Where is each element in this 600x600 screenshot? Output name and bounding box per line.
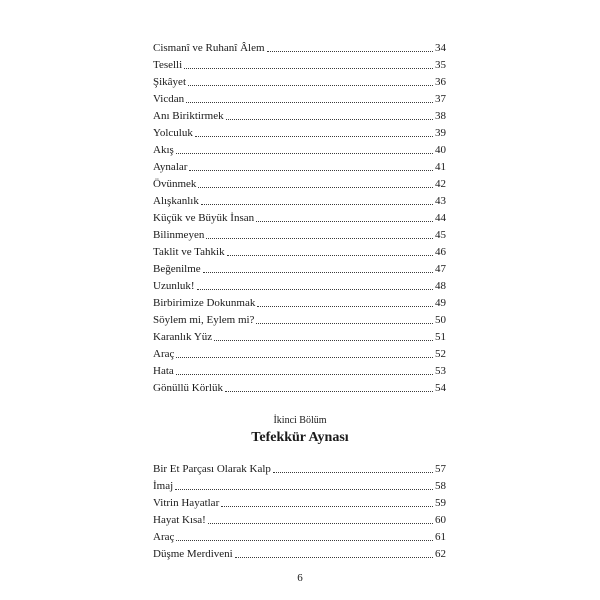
toc-entry-title: Hata: [153, 365, 174, 377]
toc-entry: [153, 106, 446, 123]
toc-entry: [153, 293, 446, 310]
dot-leader: [267, 51, 433, 52]
dot-leader: [176, 540, 433, 541]
toc-entry: [153, 208, 446, 225]
toc-entry-title: Araç: [153, 348, 175, 360]
dot-leader: [208, 523, 433, 524]
toc-entry: [153, 493, 446, 510]
toc-entry-title: Bir Et Parçası Olarak Kalp: [153, 463, 271, 475]
toc-entry-title: Hayat Kısa!: [153, 514, 206, 526]
toc-entry-page: 40: [435, 144, 446, 156]
toc-entry-page: 48: [435, 280, 446, 292]
dot-leader: [256, 221, 433, 222]
toc-entry-page: 59: [435, 497, 446, 509]
toc-entry-page: 45: [435, 229, 446, 241]
toc-entry-page: 41: [435, 161, 446, 173]
toc-entry-page: 46: [435, 246, 446, 258]
toc-entry-title: Gönüllü Körlük: [153, 382, 223, 394]
toc-entry-title: İmaj: [153, 480, 174, 492]
dot-leader: [256, 323, 433, 324]
toc-entry-page: 58: [435, 480, 446, 492]
toc-entry-title: Alışkanlık: [153, 195, 199, 207]
dot-leader: [225, 391, 433, 392]
dot-leader: [184, 68, 433, 69]
toc-entry-page: 49: [435, 297, 446, 309]
dot-leader: [226, 119, 433, 120]
toc-entry-title: Vitrin Hayatlar: [153, 497, 220, 509]
toc-entry-page: 60: [435, 514, 446, 526]
dot-leader: [189, 170, 433, 171]
toc-entry-page: 47: [435, 263, 446, 275]
toc-entry-page: 44: [435, 212, 446, 224]
dot-leader: [206, 238, 433, 239]
toc-entry: [153, 510, 446, 527]
toc-entry: [153, 242, 446, 259]
toc-entry: [153, 361, 446, 378]
table-of-contents-part-2: [153, 459, 446, 561]
dot-leader: [214, 340, 433, 341]
toc-entry: [153, 89, 446, 106]
toc-entry-title: Küçük ve Büyük İnsan: [153, 212, 255, 224]
toc-entry-page: 51: [435, 331, 446, 343]
toc-entry-title: Şikâyet: [153, 76, 186, 88]
toc-entry: [153, 191, 446, 208]
toc-entry-title: Akış: [153, 144, 174, 156]
toc-entry: [153, 38, 446, 55]
toc-entry-title: Yolculuk: [153, 127, 193, 139]
toc-entry-page: 57: [435, 463, 446, 475]
dot-leader: [176, 153, 433, 154]
dot-leader: [198, 187, 433, 188]
dot-leader: [176, 357, 433, 358]
toc-entry-page: 34: [435, 42, 446, 54]
toc-entry-title: Aynalar: [153, 161, 188, 173]
toc-entry: [153, 327, 446, 344]
toc-entry-page: 50: [435, 314, 446, 326]
toc-entry: [153, 544, 446, 561]
toc-entry: [153, 527, 446, 544]
section-label: İkinci Bölüm: [273, 415, 327, 426]
toc-entry-title: Övünmek: [153, 178, 197, 190]
toc-entry-title: Karanlık Yüz: [153, 331, 213, 343]
toc-entry-page: 42: [435, 178, 446, 190]
toc-entry: [153, 225, 446, 242]
toc-entry: [153, 344, 446, 361]
toc-entry-title: Araç: [153, 531, 175, 543]
toc-entry-title: Vicdan: [153, 93, 185, 105]
page-number: 6: [297, 572, 303, 584]
dot-leader: [273, 472, 433, 473]
dot-leader: [221, 506, 433, 507]
toc-entry-page: 43: [435, 195, 446, 207]
toc-entry-title: Uzunluk!: [153, 280, 195, 292]
toc-entry-title: Bilinmeyen: [153, 229, 205, 241]
toc-entry: [153, 259, 446, 276]
toc-entry: [153, 140, 446, 157]
toc-entry-page: 37: [435, 93, 446, 105]
dot-leader: [227, 255, 433, 256]
dot-leader: [235, 557, 433, 558]
toc-entry-page: 52: [435, 348, 446, 360]
toc-entry-title: Birbirimize Dokunmak: [153, 297, 256, 309]
toc-entry-title: Teselli: [153, 59, 183, 71]
toc-entry: [153, 476, 446, 493]
dot-leader: [186, 102, 433, 103]
toc-entry-page: 36: [435, 76, 446, 88]
toc-entry: [153, 72, 446, 89]
toc-entry-title: Taklit ve Tahkik: [153, 246, 225, 258]
dot-leader: [203, 272, 433, 273]
toc-entry-title: Düşme Merdiveni: [153, 548, 233, 560]
section-title: Tefekkür Aynası: [251, 430, 349, 445]
toc-entry-page: 38: [435, 110, 446, 122]
table-of-contents-part-1: [153, 38, 446, 395]
toc-entry: [153, 174, 446, 191]
toc-entry: [153, 276, 446, 293]
toc-entry: [153, 459, 446, 476]
dot-leader: [176, 374, 433, 375]
dot-leader: [257, 306, 433, 307]
toc-entry-title: Söylem mi, Eylem mi?: [153, 314, 255, 326]
dot-leader: [195, 136, 433, 137]
toc-entry-page: 62: [435, 548, 446, 560]
toc-entry-page: 53: [435, 365, 446, 377]
toc-entry: [153, 310, 446, 327]
toc-entry: [153, 55, 446, 72]
toc-entry: [153, 157, 446, 174]
dot-leader: [201, 204, 433, 205]
toc-entry-page: 39: [435, 127, 446, 139]
toc-entry-page: 61: [435, 531, 446, 543]
toc-entry-page: 54: [435, 382, 446, 394]
dot-leader: [188, 85, 433, 86]
toc-entry-title: Beğenilme: [153, 263, 201, 275]
toc-entry: [153, 123, 446, 140]
toc-entry-title: Cismanî ve Ruhanî Âlem: [153, 42, 265, 54]
toc-entry: [153, 378, 446, 395]
dot-leader: [175, 489, 433, 490]
dot-leader: [197, 289, 433, 290]
toc-entry-page: 35: [435, 59, 446, 71]
toc-entry-title: Anı Biriktirmek: [153, 110, 224, 122]
